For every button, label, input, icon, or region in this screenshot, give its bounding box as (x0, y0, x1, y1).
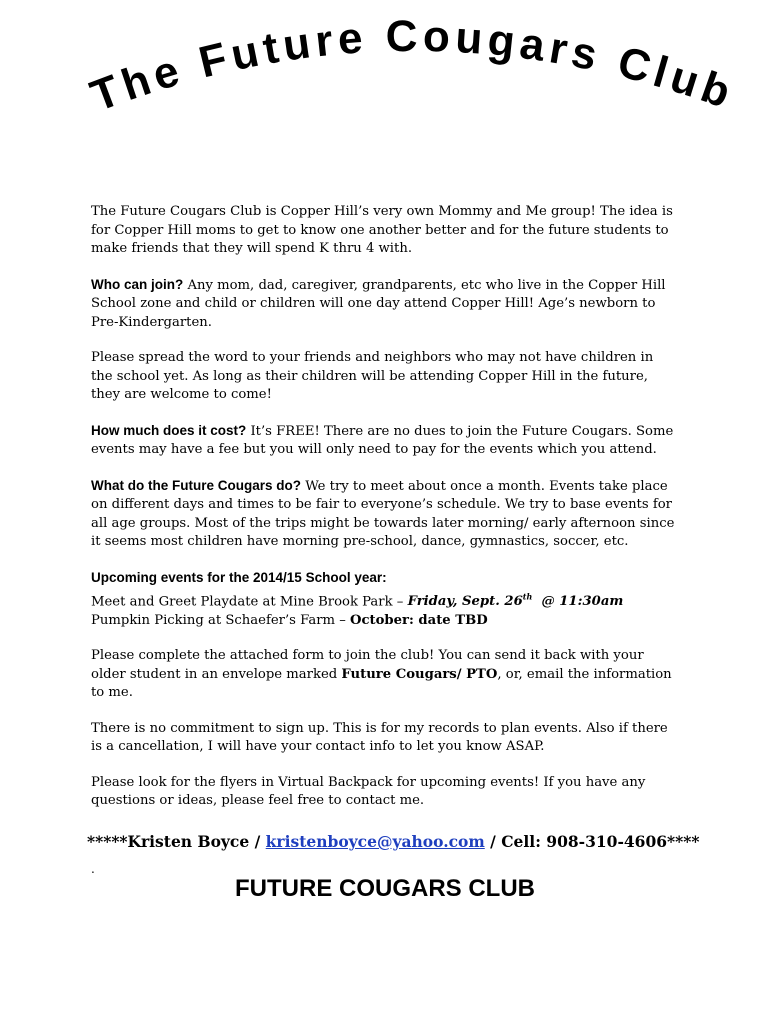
who-can-join-text: Any mom, dad, caregiver, grandparents, etc who live in the Copper Hill School zone and child or children will one day attend Copper Hill! Age’s newborn to Pre-Kindergarten. (91, 277, 666, 330)
event1-text: Meet and Greet Playdate at Mine Brook Park – (91, 594, 408, 610)
page-title (84, 12, 736, 121)
cost-paragraph (91, 422, 676, 460)
intro-paragraph: The Future Cougars Club is Copper Hill’s very own Mommy and Me group! The idea is for Copper Hill moms to get to know one another better and for the future students to make friends that they will spend K thru 4 with. (91, 204, 673, 256)
spread-word-paragraph: Please spread the word to your friends and neighbors who may not have children in the school yet. As long as their children will be attending Copper Hill in the future, they are welcome to come! (91, 350, 654, 402)
form-text-before: Please complete the attached form to join the club! You can send it back with your older student in an envelope marked (91, 648, 644, 682)
event-item (91, 588, 676, 612)
email-link[interactable]: kristenboyce@yahoo.com (265, 831, 485, 851)
what-we-do-heading: What do the Future Cougars do? (91, 477, 301, 493)
event-item (91, 612, 676, 631)
event1-date: Friday, Sept. 26 (407, 594, 523, 610)
event1-time: @ 11:30am (532, 594, 624, 610)
contact-suffix: / Cell: 908-310-4606**** (484, 831, 700, 851)
upcoming-events (91, 569, 676, 631)
event2-text: Pumpkin Picking at Schaefer’s Farm – (91, 612, 350, 628)
who-can-join-paragraph (91, 276, 676, 333)
footer-title: FUTURE COUGARS CLUB (235, 875, 535, 902)
commitment-paragraph: There is no commitment to sign up. This is for my records to plan events. Also if there is a cancellation, I will have your contact info to let you know ASAP. (91, 720, 668, 755)
stray-dot: . (91, 862, 95, 876)
contact-line (87, 831, 700, 852)
what-we-do-text: We try to meet about once a month. Events take place on different days and times to be fair to everyone’s schedule. We try to base events for all age groups. Most of the trips might be towards later morning/ early afternoon since it seems most children have morning pre-school, dance, gymnastics, soccer, etc. (91, 478, 675, 549)
page-title-text: The Future Cougars Club (84, 11, 737, 122)
contact-prefix: *****Kristen Boyce / (87, 831, 266, 851)
envelope-label: Future Cougars/ PTO (341, 666, 498, 682)
event2-date: October: date TBD (350, 612, 488, 628)
events-heading: Upcoming events for the 2014/15 School year: (91, 569, 387, 585)
event1-date-suffix: th (522, 592, 533, 602)
flyers-paragraph: Please look for the flyers in Virtual Backpack for upcoming events! If you have any questions or ideas, please feel free to contact me. (91, 774, 646, 809)
document-body (87, 203, 700, 851)
who-can-join-heading: Who can join? (91, 276, 184, 292)
header-title-arc (0, 0, 770, 170)
cost-heading: How much does it cost? (91, 422, 247, 438)
form-paragraph (91, 647, 676, 703)
form-text-after: , or, email the information to me. (91, 666, 672, 701)
cost-text: It’s FREE! There are no dues to join the Future Cougars. Some events may have a fee but you will only need to pay for the events which you attend. (91, 423, 674, 457)
what-we-do-paragraph (91, 477, 676, 552)
